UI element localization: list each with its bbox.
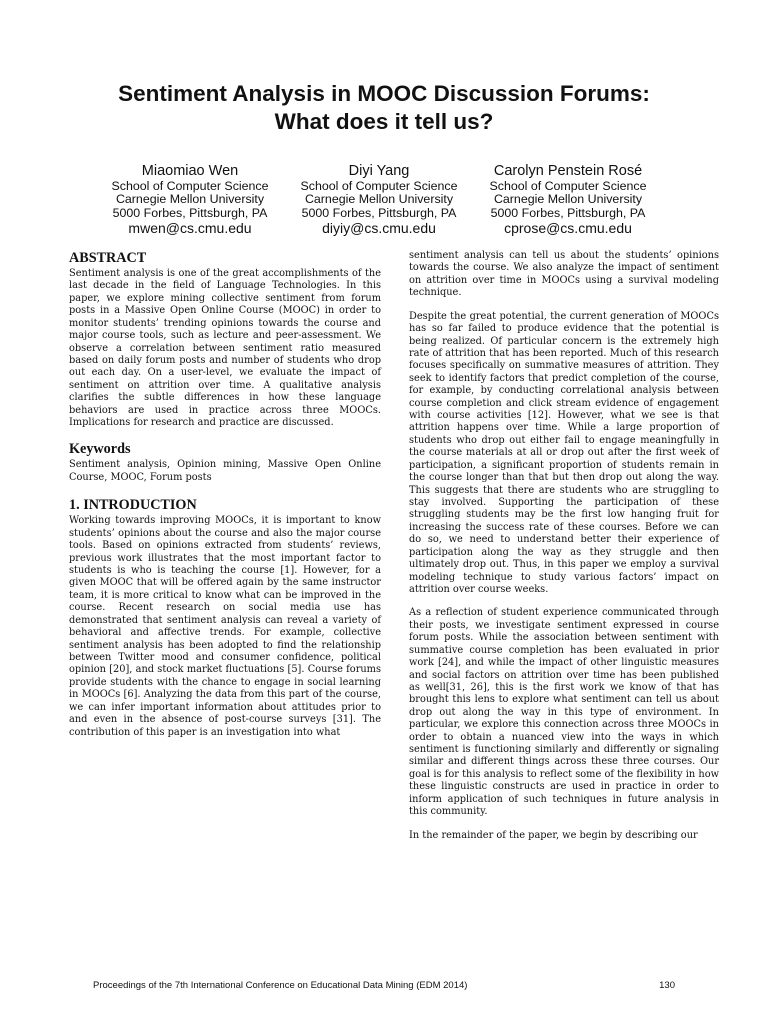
title-line-1: Sentiment Analysis in MOOC Discussion Forums: [118,81,650,106]
page-number: 130 [659,980,675,991]
author-name: Carolyn Penstein Rosé [493,163,643,179]
author-address: 5000 Forbes, Pittsburgh, PA [301,205,457,220]
author-name: Diyi Yang [348,163,410,179]
keywords-heading: Keywords [69,441,131,458]
author-email[interactable]: cprose@cs.cmu.edu [504,219,632,236]
right-column [409,250,719,853]
author-address: 5000 Forbes, Pittsburgh, PA [490,205,646,220]
author-block [100,162,680,242]
author-university: Carnegie Mellon University [304,192,454,207]
author-email[interactable]: mwen@cs.cmu.edu [128,219,252,236]
author-email[interactable]: diyiy@cs.cmu.edu [322,219,436,236]
author-university: Carnegie Mellon University [493,192,643,207]
author-3 [473,162,663,237]
body-paragraph: sentiment analysis can tell us about the students’ opinions towards the course. We also analyze the impact of sentiment on attrition over time in MOOCs using a survival modeling technique. [409,250,719,299]
introduction-heading: 1. INTRODUCTION [69,497,197,514]
body-paragraph: As a reflection of student experience communicated through their posts, we investigate sentiment expressed in course forum posts. While the association between sentiment with summative course completion has been evaluated in prior work [24], and while the impact of other linguistic measures and social factors on attrition over time has been published as well[31, 26], this is the first work we know of that has brought this lens to explore what sentiment can tell us about drop out along the way in this type of environment. In particular, we explore this connection across three MOOCs in order to obtain a nuanced view into the ways in which sentiment is functioning similarly and differently or signaling similar and different things across these three courses. Our goal is for this analysis to reflect some of the flexibility in how these linguistic constructs are used in practice in order to inform application of such techniques in future analysis in this community. [409,607,719,818]
author-1 [95,162,285,237]
introduction-paragraph: Working towards improving MOOCs, it is important to know students’ opinions about the course and also the major course tools. Based on opinions extracted from students’ reviews, previous work illustrates that the most important factor to students is who is teaching the course [1]. However, for a given MOOC that will be offered again by the same instructor team, it is more critical to know what can be improved in the course. Recent research on social media use has demonstrated that sentiment analysis can reveal a variety of behavioral and affective trends. For example, collective sentiment analysis has been adopted to find the relationship between Twitter mood and consumer confidence, political opinion [20], and stock market fluctuations [5]. Course forums provide students with the chance to engage in social learning in MOOCs [6]. Analyzing the data from this part of the course, we can infer important information about attitudes prior to and even in the absence of post-course surveys [31]. The contribution of this paper is an investigation into what [69,515,381,738]
body-paragraph: Despite the great potential, the current generation of MOOCs has so far failed to produce evidence that the potential is being realized. Of particular concern is the extremely high rate of attrition that has been reported. Much of this research focuses specifically on summative measures of attrition. They seek to identify factors that predict completion of the course, for example, by conducting correlational analysis between course completion and click stream evidence of engagement with course activities [12]. However, what we see is that attrition happens over time. While a large proportion of students who drop out either fail to engage meaningfully in the course materials at all or drop out after the first week of participation, a significant proportion of students remain in the course longer than that but then drop out along the way. This suggests that there are students who are struggling to stay involved. Supporting the participation of these struggling students may be the first low hanging fruit for increasing the success rate of these courses. Before we can do so, we need to understand better their experience of participation along the way as they struggle and then ultimately drop out. Thus, in this paper we employ a survival modeling technique to study various factors’ impact on attrition over course weeks. [409,310,719,595]
abstract-heading: ABSTRACT [69,250,147,266]
body-paragraph: In the remainder of the paper, we begin by describing our [409,829,698,841]
keywords-text: Sentiment analysis, Opinion mining, Massive Open Online Course, MOOC, Forum posts [69,459,381,483]
author-school: School of Computer Science [300,179,458,193]
author-address: 5000 Forbes, Pittsburgh, PA [112,205,268,220]
left-column [69,250,381,750]
author-university: Carnegie Mellon University [115,192,265,207]
author-school: School of Computer Science [111,179,269,193]
paper-title [0,80,768,136]
author-school: School of Computer Science [489,179,647,193]
author-2 [284,162,474,237]
conference-citation: Proceedings of the 7th International Conference on Educational Data Mining (EDM 2014) [93,980,468,991]
title-line-2: What does it tell us? [274,109,494,134]
abstract-text: Sentiment analysis is one of the great accomplishments of the last decade in the field of Language Technologies. In this paper, we explore mining collective sentiment from forum posts in a Massive Open Online Course (MOOC) in order to monitor students’ trending opinions towards the course and major course tools, such as lecture and peer-assessment. We observe a correlation between sentiment ratio measured based on daily forum posts and number of students who drop out each day. On a user-level, we evaluate the impact of sentiment on attrition over time. A qualitative analysis clarifies the subtle differences in how these language behaviors are used in practice across three MOOCs. Implications for research and practice are discussed. [69,268,381,429]
author-name: Miaomiao Wen [141,163,239,179]
